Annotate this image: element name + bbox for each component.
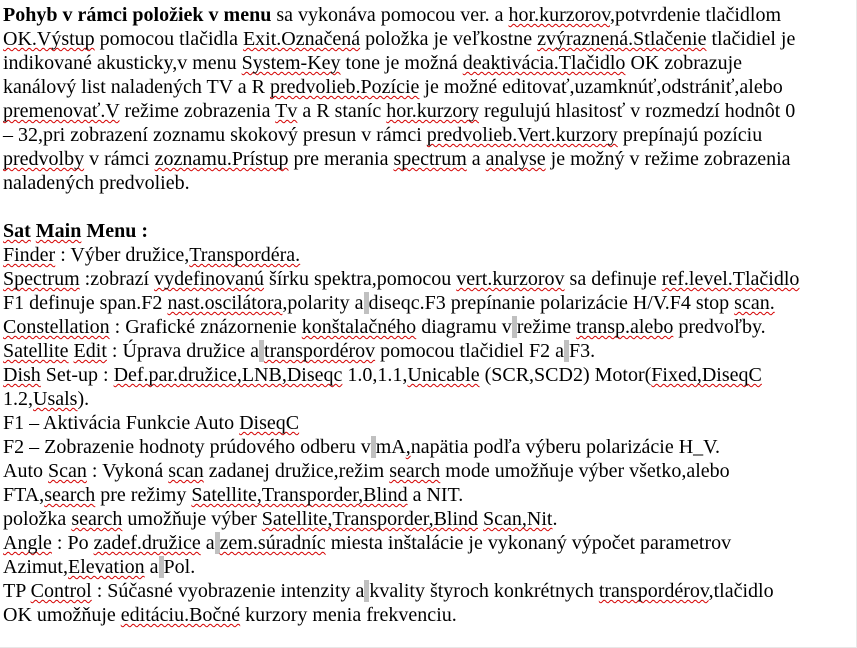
text-segment: – 32,pri zobrazení zoznamu skokový presun v rámci: [3, 124, 427, 146]
text-segment: Pol.: [163, 556, 196, 578]
text-segment: F3.: [568, 340, 596, 362]
text-line: [3, 411, 854, 435]
text-segment: a: [200, 532, 215, 554]
misspelled-word: zadef.družice: [93, 532, 201, 554]
misspelled-word: konštalačného: [301, 316, 417, 338]
text-line: [3, 363, 854, 387]
misspelled-word: Angle: [3, 532, 52, 554]
misspelled-word: transpordérov: [264, 340, 376, 362]
misspelled-word: transp.alebo: [576, 316, 674, 338]
misspelled-word: Elevation: [68, 556, 145, 578]
text-segment: pre režimy: [95, 484, 192, 506]
text-segment: Set-up :: [40, 364, 114, 386]
misspelled-word: Spectrum: [3, 268, 80, 290]
text-segment: : Vykoná: [86, 460, 169, 482]
text-segment: v rámci: [84, 148, 155, 170]
misspelled-word: hor.kurzorov: [508, 4, 610, 26]
misspelled-word: spectrum: [393, 148, 467, 170]
misspelled-word: OK.Výstup: [3, 28, 95, 50]
text-line: [3, 3, 854, 27]
text-segment: Menu :: [81, 220, 149, 242]
text-line: [3, 435, 854, 459]
text-segment: predvoľby.: [673, 316, 766, 338]
misspelled-word: ref.level.Tlačidlo: [661, 268, 800, 290]
text-line: [3, 27, 854, 51]
misspelled-word: Satellite,Transporder,Blind: [191, 484, 408, 506]
text-segment: :zobrazí: [79, 268, 155, 290]
misspelled-word: Constellation: [3, 316, 110, 338]
misspelled-word: editáciu.Bočné: [120, 604, 241, 626]
text-line: [3, 123, 854, 147]
text-segment: regulujú hlasitosť v rozmedzí hodnôt 0: [479, 100, 796, 122]
text-segment: diagramu v: [416, 316, 512, 338]
text-segment: kanálový list naladených TV a R: [3, 76, 270, 98]
misspelled-word: scan.: [734, 292, 775, 314]
misspelled-word: Dish: [3, 364, 41, 386]
text-line: [3, 243, 854, 267]
text-segment: pomocou tlačidla: [94, 28, 243, 50]
text-line: [3, 267, 854, 291]
text-segment: ).: [77, 388, 90, 410]
text-segment: indikované akusticky,v menu: [3, 52, 242, 74]
misspelled-word: Satellite: [3, 340, 69, 362]
text-segment: diseqc.F3 prepínanie polarizácie H/V.F4 stop: [368, 292, 735, 314]
misspelled-word: Scan: [48, 460, 87, 482]
misspelled-word: zoznamu.Prístup: [154, 148, 289, 170]
text-segment: a R staníc: [297, 100, 387, 122]
text-segment: a NIT.: [407, 484, 464, 506]
misspelled-word: nast.oscilátora: [167, 292, 283, 314]
text-segment: : Úprava družice a: [106, 340, 260, 362]
text-segment: OK zobrazuje: [625, 52, 743, 74]
misspelled-word: Fixed,DiseqC: [651, 364, 762, 386]
misspelled-word: scan: [168, 460, 204, 482]
misspelled-word: System-Key: [241, 52, 341, 74]
misspelled-word: Finder: [3, 244, 56, 266]
text-segment: F1 definuje span.F2: [3, 292, 168, 314]
text-line: [3, 291, 854, 315]
misspelled-word: analyse: [485, 148, 546, 170]
text-segment: režime: [516, 316, 577, 338]
text-segment: 1.2,: [3, 388, 33, 410]
text-segment: (SCR,SCD2) Motor(: [479, 364, 652, 386]
misspelled-word: zvýraznená.Stlačenie: [537, 28, 707, 50]
text-segment: : Výber družice,: [55, 244, 190, 266]
text-line: [3, 75, 854, 99]
misspelled-word: DiseqC: [239, 412, 300, 434]
text-segment: režime zobrazenia: [119, 100, 276, 122]
text-segment: je možný v režime zobrazenia: [545, 148, 791, 170]
misspelled-word: hor.kurzory: [386, 100, 479, 122]
text-segment: pre merania: [288, 148, 394, 170]
document-body: [3, 3, 854, 627]
text-segment: sa definuje: [564, 268, 662, 290]
misspelled-word: transpordérov: [598, 580, 709, 602]
text-line: [3, 99, 854, 123]
misspelled-word: zem.súradníc: [219, 532, 326, 554]
text-line: [3, 315, 854, 339]
misspelled-word: search: [71, 508, 123, 530]
text-line: [3, 555, 854, 579]
text-segment: napätia podľa výberu polarizácie H_V.: [410, 436, 721, 458]
text-segment: kurzory menia frekvenciu.: [240, 604, 457, 626]
text-segment: : Súčasné vyobrazenie intenzity a: [91, 580, 365, 602]
misspelled-word: Usals: [33, 388, 78, 410]
misspelled-word: Control: [30, 580, 92, 602]
text-segment: pomocou tlačidiel F2 a: [375, 340, 564, 362]
misspelled-word: search: [389, 460, 441, 482]
misspelled-word: Scan,Nit: [483, 508, 553, 530]
misspelled-word: Sat: [3, 220, 31, 242]
text-segment: položka: [3, 508, 72, 530]
text-line: [3, 459, 854, 483]
text-segment: sa vykonáva pomocou ver. a: [271, 4, 509, 26]
misspelled-word: Edit: [73, 340, 107, 362]
text-line: [3, 171, 854, 195]
text-segment: TP: [3, 580, 31, 602]
text-line: [3, 147, 854, 171]
text-segment: a: [144, 556, 159, 578]
text-line: [3, 579, 854, 603]
text-line: [3, 603, 854, 627]
text-line: [3, 387, 854, 411]
text-segment: FTA,: [3, 484, 45, 506]
text-segment: F2 – Zobrazenie hodnoty prúdového odberu v: [3, 436, 371, 458]
text-segment: zadanej družice,režim: [203, 460, 390, 482]
text-segment: Auto: [3, 460, 48, 482]
text-segment: položka je veľkostne: [360, 28, 538, 50]
text-segment: ,tlačidlo: [708, 580, 774, 602]
text-line: [3, 339, 854, 363]
misspelled-word: vert.kurzorov: [456, 268, 565, 290]
text-line: [3, 219, 854, 243]
text-segment: tone je možná: [340, 52, 463, 74]
text-segment: miesta inštalácie je vykonaný výpočet parametrov: [325, 532, 732, 554]
misspelled-word: Transpordéra.: [189, 244, 301, 266]
text-segment: prepínajú pozíciu: [617, 124, 763, 146]
text-line: [3, 507, 854, 531]
text-segment: Pohyb v rámci položiek v menu: [3, 4, 272, 26]
text-line: [3, 195, 854, 219]
text-segment: : Po: [51, 532, 94, 554]
text-segment: ,polarity a: [282, 292, 364, 314]
misspelled-word: Satellite,Transporder,Blind: [261, 508, 479, 530]
text-segment: ,potvrdenie tlačidlom: [609, 4, 782, 26]
misspelled-word: Main: [35, 220, 82, 242]
text-segment: a: [466, 148, 486, 170]
text-segment: : Grafické znázornenie: [109, 316, 302, 338]
text-segment: mode umožňuje výber všetko,alebo: [440, 460, 730, 482]
misspelled-word: deaktivácia.Tlačidlo: [462, 52, 626, 74]
text-segment: Azimut,: [3, 556, 68, 578]
misspelled-word: premenovať.V: [3, 100, 120, 122]
misspelled-word: predvolieb.Pozície: [269, 76, 420, 98]
text-segment: OK umožňuje: [3, 604, 121, 626]
text-segment: umožňuje výber: [122, 508, 262, 530]
misspelled-word: predvolby: [3, 148, 85, 170]
text-segment: F1 – Aktivácia Funkcie Auto: [3, 412, 240, 434]
text-segment: naladených predvolieb.: [3, 172, 190, 194]
text-segment: tlačidiel je: [706, 28, 796, 50]
misspelled-word: predvolieb.Vert.kurzory: [426, 124, 618, 146]
misspelled-word: Def.par.družice,LNB,Diseqc: [113, 364, 343, 386]
text-segment: 1.0,1.1,: [342, 364, 408, 386]
text-segment: je možné editovať,uzamknúť,odstrániť,alebo: [419, 76, 783, 98]
misspelled-word: Tv: [275, 100, 298, 122]
misspelled-word: vydefinovanú: [154, 268, 265, 290]
text-segment: kvality štyroch konkrétnych: [369, 580, 599, 602]
text-line: [3, 483, 854, 507]
misspelled-word: ,: [405, 436, 411, 458]
text-line: [3, 51, 854, 75]
misspelled-word: Unicable: [407, 364, 480, 386]
misspelled-word: search: [44, 484, 96, 506]
misspelled-word: Exit.Označená: [242, 28, 361, 50]
text-segment: šírku spektra,pomocou: [264, 268, 457, 290]
text-segment: mA: [375, 436, 406, 458]
text-segment: .: [552, 508, 558, 530]
text-line: [3, 531, 854, 555]
